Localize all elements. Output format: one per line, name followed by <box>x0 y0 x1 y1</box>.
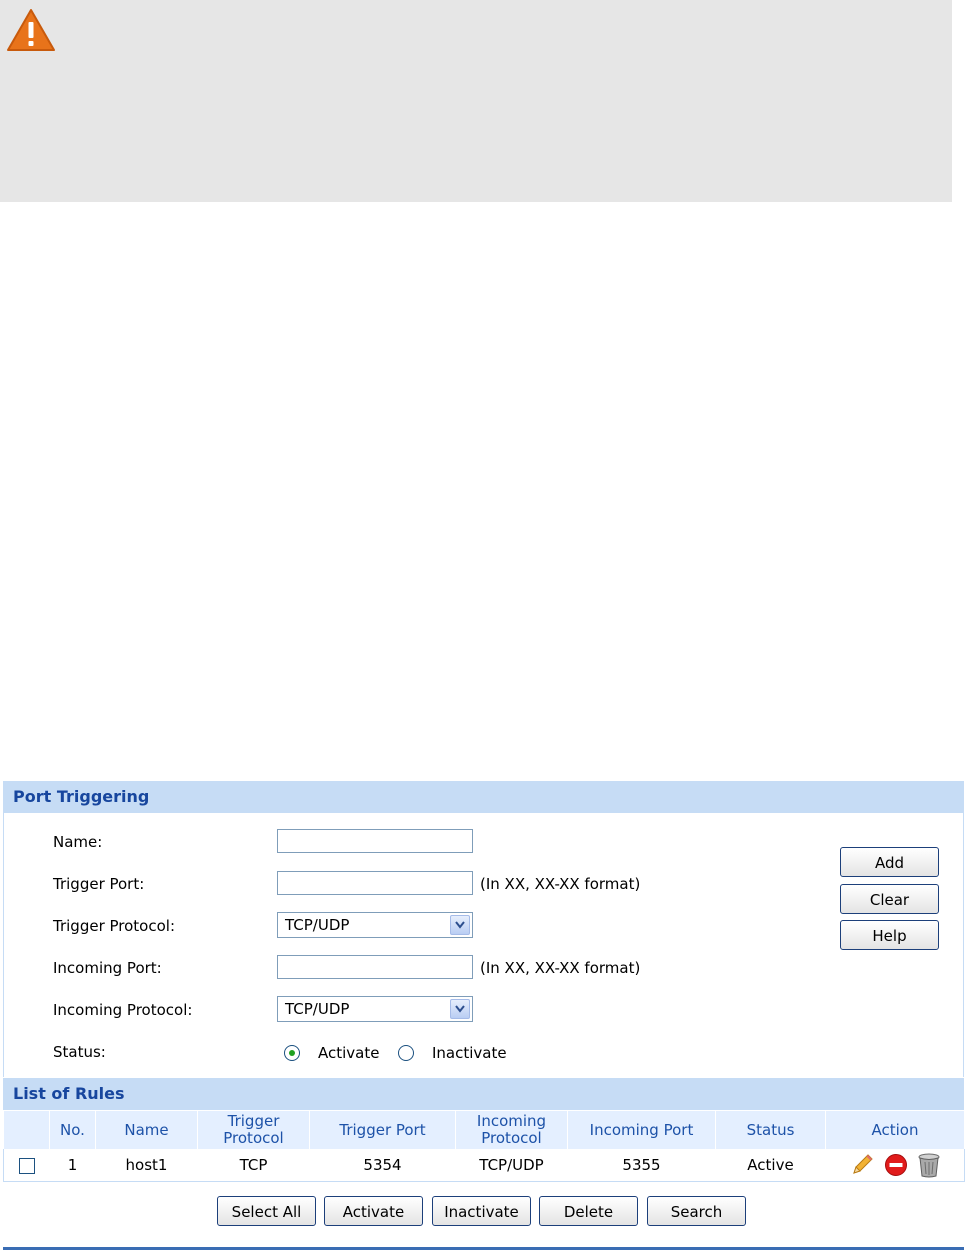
table-header-row <box>4 1111 965 1149</box>
col-trigger-port: Trigger Port <box>310 1111 456 1149</box>
warning-box <box>0 0 952 202</box>
row-trigger-port: 5354 <box>310 1149 456 1182</box>
status-inactivate-label: Inactivate <box>432 1044 507 1062</box>
incoming-port-hint: (In XX, XX-XX format) <box>480 959 641 977</box>
incoming-protocol-label: Incoming Protocol: <box>53 1001 193 1019</box>
add-button[interactable]: Add <box>840 847 939 877</box>
inactivate-button[interactable]: Inactivate <box>432 1196 531 1226</box>
row-incoming-protocol: TCP/UDP <box>456 1149 568 1182</box>
status-inactivate-radio[interactable] <box>398 1045 414 1061</box>
clear-button[interactable]: Clear <box>840 884 939 914</box>
select-all-button[interactable]: Select All <box>217 1196 316 1226</box>
row-actions <box>826 1149 965 1182</box>
name-input[interactable] <box>277 829 473 853</box>
chevron-down-icon[interactable] <box>450 999 470 1019</box>
rules-table <box>3 1111 965 1182</box>
incoming-port-label: Incoming Port: <box>53 959 162 977</box>
status-activate-radio[interactable] <box>284 1045 300 1061</box>
search-button[interactable]: Search <box>647 1196 746 1226</box>
trigger-protocol-label: Trigger Protocol: <box>53 917 175 935</box>
row-incoming-port: 5355 <box>568 1149 716 1182</box>
port-triggering-form <box>3 813 964 1077</box>
chevron-down-icon[interactable] <box>450 915 470 935</box>
table-action-bar <box>3 1196 964 1228</box>
activate-button[interactable]: Activate <box>324 1196 423 1226</box>
bottom-divider <box>3 1247 964 1250</box>
col-action: Action <box>826 1111 965 1149</box>
row-checkbox[interactable] <box>19 1158 35 1174</box>
status-activate-label: Activate <box>318 1044 380 1062</box>
edit-pencil-icon[interactable] <box>849 1152 875 1178</box>
col-name: Name <box>96 1111 198 1149</box>
delete-button[interactable]: Delete <box>539 1196 638 1226</box>
trigger-port-label: Trigger Port: <box>53 875 145 893</box>
trigger-port-input[interactable] <box>277 871 473 895</box>
row-trigger-protocol: TCP <box>198 1149 310 1182</box>
status-label: Status: <box>53 1043 106 1061</box>
col-no: No. <box>50 1111 96 1149</box>
trigger-port-hint: (In XX, XX-XX format) <box>480 875 641 893</box>
disable-icon[interactable] <box>884 1153 908 1177</box>
col-trigger-protocol: Trigger Protocol <box>198 1111 310 1149</box>
incoming-port-input[interactable] <box>277 955 473 979</box>
col-select <box>4 1111 50 1149</box>
list-of-rules-title: List of Rules <box>3 1078 964 1110</box>
col-status: Status <box>716 1111 826 1149</box>
trigger-protocol-value: TCP/UDP <box>285 916 350 934</box>
warning-icon <box>6 8 56 52</box>
trigger-protocol-select[interactable] <box>277 912 473 938</box>
name-label: Name: <box>53 833 103 851</box>
col-incoming-protocol: Incoming Protocol <box>456 1111 568 1149</box>
incoming-protocol-value: TCP/UDP <box>285 1000 350 1018</box>
port-triggering-panel <box>3 781 964 1253</box>
row-no: 1 <box>50 1149 96 1182</box>
col-incoming-port: Incoming Port <box>568 1111 716 1149</box>
incoming-protocol-select[interactable] <box>277 996 473 1022</box>
row-status: Active <box>716 1149 826 1182</box>
row-name: host1 <box>96 1149 198 1182</box>
table-row <box>4 1149 965 1182</box>
help-button[interactable]: Help <box>840 920 939 950</box>
delete-trash-icon[interactable] <box>917 1152 941 1178</box>
port-triggering-title: Port Triggering <box>3 781 964 813</box>
